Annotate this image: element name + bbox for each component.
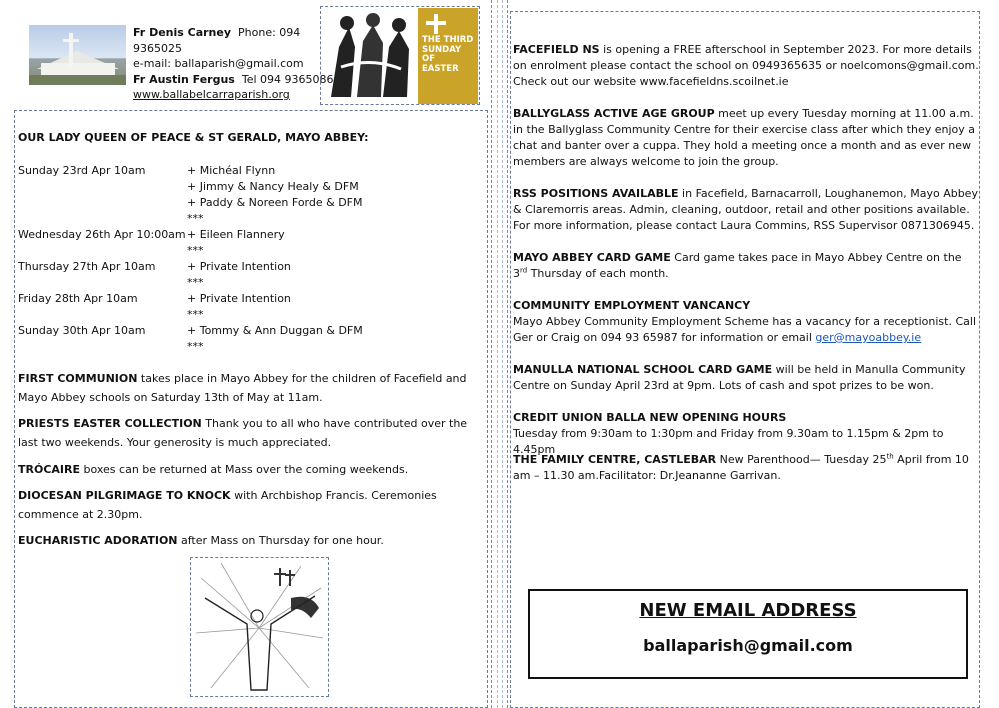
cross-icon — [426, 14, 446, 34]
notice-text: with Archbishop Francis. Ceremonies commence at 2.30pm. — [18, 489, 437, 521]
ordinal-suffix: th — [886, 452, 894, 461]
mass-intentions — [187, 227, 487, 259]
mass-date: Thursday 27th Apr 10am — [18, 260, 156, 273]
notice-title: MAYO ABBEY CARD GAME — [513, 251, 671, 264]
notice-title: THE FAMILY CENTRE, CASTLEBAR — [513, 453, 717, 466]
header-email: e-mail: ballaparish@gmail.com — [133, 57, 304, 70]
church-photo — [29, 25, 126, 85]
intention-separator: *** — [187, 340, 204, 353]
notice-trocaire — [18, 461, 485, 480]
notice-pilgrimage — [18, 487, 485, 524]
mass-intentions — [187, 163, 487, 227]
email-link[interactable]: ger@mayoabbey.ie — [815, 331, 922, 344]
notice-title: DIOCESAN PILGRIMAGE TO KNOCK — [18, 489, 231, 502]
notice-ballyglass — [513, 106, 979, 170]
intention-separator: *** — [187, 244, 204, 257]
mass-intentions — [187, 259, 487, 291]
notice-title: FACEFIELD NS — [513, 43, 600, 56]
mass-date: Friday 28th Apr 10am — [18, 292, 138, 305]
notice-text: Card game takes pace in Mayo Abbey Centre on the 3 — [513, 251, 962, 280]
notice-text: meet up every Tuesday morning at 11.00 a.m. in the Ballyglass Community Centre for their exercise class after which they enjoy a chat and banter over a cuppa. They hold a meeting once a month and as ever new members are always welcome to join the group. — [513, 107, 975, 168]
notice-title: TRÓCAIRE — [18, 463, 80, 476]
mass-intentions — [187, 323, 487, 355]
mass-date: Wednesday 26th Apr 10:00am — [18, 228, 186, 241]
notice-title: MANULLA NATIONAL SCHOOL CARD GAME — [513, 363, 773, 376]
risen-christ-illustration — [190, 557, 329, 697]
notice-text: Thank you to all who have contributed over the last two weekends. Your generosity is much appreciated. — [18, 417, 468, 449]
priest2-phone: Tel 094 9365086 — [241, 72, 334, 86]
notice-text: after Mass on Thursday for one hour. — [177, 534, 384, 547]
notice-family-centre — [513, 452, 979, 484]
notice-title: EUCHARISTIC ADORATION — [18, 534, 178, 547]
intention: + Paddy & Noreen Forde & DFM — [187, 196, 363, 209]
intention-separator: *** — [187, 276, 204, 289]
intention: + Private Intention — [187, 260, 291, 273]
new-email-box — [528, 589, 968, 679]
notice-text: Mayo Abbey Community Employment Scheme has a vacancy for a receptionist. Call Ger or Craig on 094 93 65987 for information or email — [513, 315, 976, 344]
notice-text: April from 10 am – 11.30 am.Facilitator: Dr.Jeananne Garrivan. — [513, 453, 969, 482]
notice-title: CREDIT UNION BALLA NEW OPENING HOURS — [513, 411, 787, 424]
mass-date: Sunday 30th Apr 10am — [18, 324, 146, 337]
header-contact-block — [133, 25, 334, 103]
new-email-address: ballaparish@gmail.com — [643, 636, 853, 655]
notice-title: PRIESTS EASTER COLLECTION — [18, 417, 202, 430]
notice-facefield — [513, 42, 979, 90]
new-email-title: NEW EMAIL ADDRESS — [639, 600, 857, 621]
easter-banner — [418, 8, 478, 104]
intention-separator: *** — [187, 212, 204, 225]
notice-text: in Facefield, Barnacarroll, Loughanemon, Mayo Abbey & Claremorris areas. Admin, cleaning, outdoor, retail and other positions available. For more information, please contact Laura Commins, RSS Supervisor 0871306945. — [513, 187, 978, 232]
notice-title: COMMUNITY EMPLOYMENT VANCANCY — [513, 299, 751, 312]
notice-text: is opening a FREE afterschool in September 2023. For more details on enrolment please contact the school on 0949365635 or noelcomons@gmail.com. Check out our website www.facefieldns.scoilnet.ie — [513, 43, 979, 88]
notice-text: Thursday of each month. — [527, 267, 669, 280]
priest1-phone: Phone: 094 9365025 — [133, 26, 301, 55]
easter-banner-text: THE THIRD SUNDAY OF EASTER — [422, 35, 474, 74]
notice-text: takes place in Mayo Abbey for the children of Facefield and Mayo Abbey schools on Saturday 13th of May at 11am. — [18, 372, 467, 404]
priest2-name: Fr Austin Fergus — [133, 72, 235, 86]
notice-rss — [513, 186, 979, 234]
notice-community-employment — [513, 298, 979, 346]
page-spine-inner — [497, 0, 503, 708]
notice-title: RSS POSITIONS AVAILABLE — [513, 187, 679, 200]
mass-date: Sunday 23rd Apr 10am — [18, 164, 146, 177]
intention: + Jimmy & Nancy Healy & DFM — [187, 180, 359, 193]
parish-heading: OUR LADY QUEEN OF PEACE & ST GERALD, MAYO ABBEY: — [18, 131, 369, 144]
notice-text: Tuesday from 9:30am to 1:30pm and Friday from 9.30am to 1.15pm & 2pm to 4.45pm — [513, 427, 944, 456]
intention: + Tommy & Ann Duggan & DFM — [187, 324, 363, 337]
notice-card-game — [513, 250, 979, 282]
notice-text: will be held in Manulla Community Centre on Sunday April 23rd at 9pm. Lots of cash and spot prizes to be won. — [513, 363, 966, 392]
intention: + Michéal Flynn — [187, 164, 276, 177]
notice-adoration — [18, 532, 485, 551]
intention: + Private Intention — [187, 292, 291, 305]
notice-first-communion — [18, 370, 485, 407]
mass-intentions — [187, 291, 487, 323]
priest1-name: Fr Denis Carney — [133, 26, 232, 39]
intention: + Eileen Flannery — [187, 228, 285, 241]
notice-title: FIRST COMMUNION — [18, 372, 138, 385]
notice-manulla — [513, 362, 979, 394]
intention-separator: *** — [187, 308, 204, 321]
notice-easter-collection — [18, 415, 485, 452]
notice-text: boxes can be returned at Mass over the coming weekends. — [80, 463, 409, 476]
website-link[interactable]: www.ballabelcarraparish.org — [133, 88, 290, 101]
ordinal-suffix: rd — [520, 266, 528, 275]
notice-title: BALLYGLASS ACTIVE AGE GROUP — [513, 107, 715, 120]
notice-text: New Parenthood— Tuesday 25 — [716, 453, 887, 466]
